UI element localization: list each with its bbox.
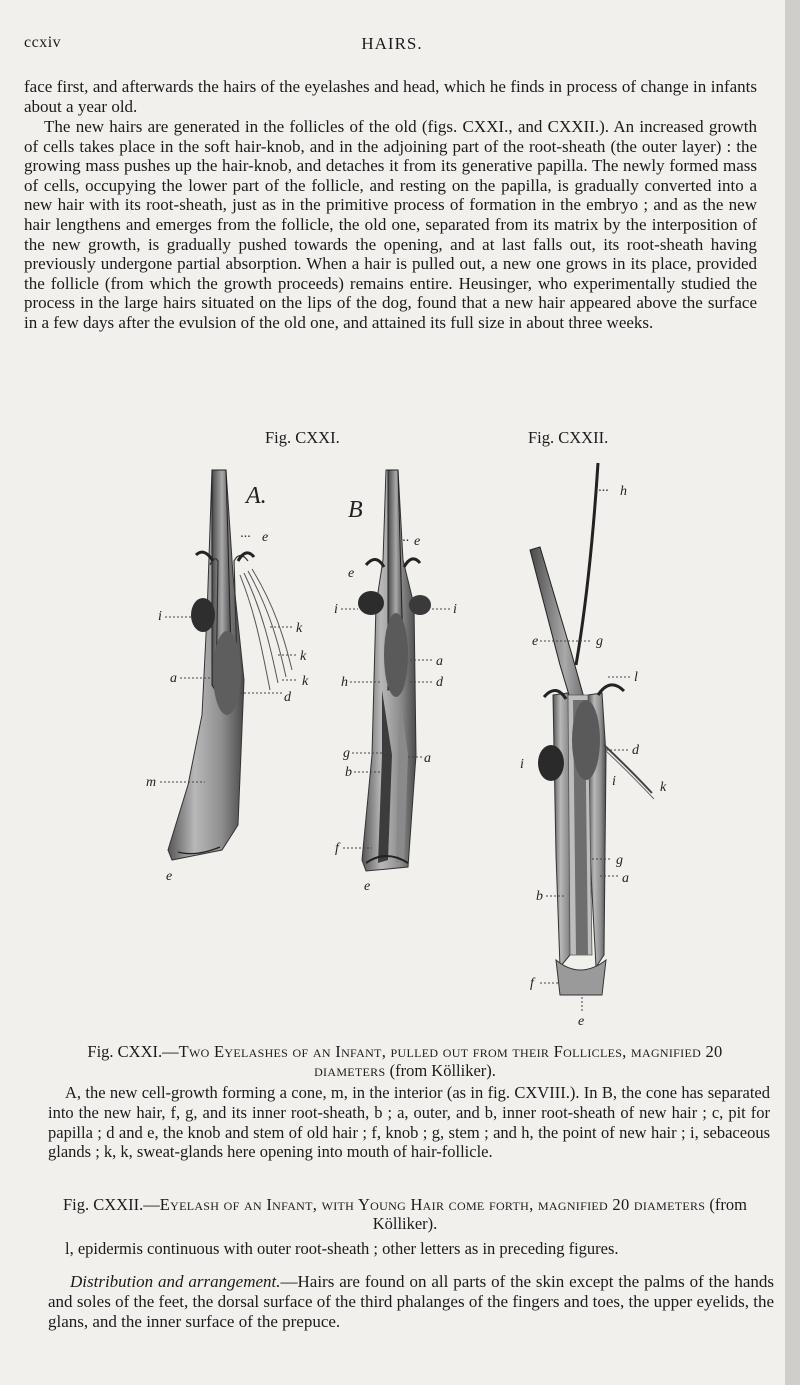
section-text: —Hairs are found on all parts of the skin except the palms of the hands and soles of the feet, the dorsal surface of the third phalanges of the fingers and toes, the upper eyelids, the glans, and the inner surface of the prepuce. <box>48 1272 774 1331</box>
label-c-i2: i <box>612 774 616 789</box>
svg-text:··: ·· <box>402 534 409 549</box>
svg-text:···: ··· <box>240 530 251 545</box>
label-c-b: b <box>536 889 543 904</box>
label-b-e-top: e <box>414 534 421 549</box>
section-paragraph <box>48 1272 774 1331</box>
fig-121-caption: Fig. CXXI.—Two Eyelashes of an Infant, pulled out from their Follicles, magnified 20 diameters (from Kölliker). <box>87 1042 723 1080</box>
label-c-g2: g <box>616 853 623 868</box>
label-c-f: f <box>530 976 534 991</box>
label-c-i1: i <box>520 757 524 772</box>
label-c-e-bottom: e <box>578 1014 585 1029</box>
label-a-k3: k <box>302 674 309 689</box>
paragraph-2: The new hairs are generated in the follicles of the old (figs. CXXI., and CXXII.). An increased growth of cells takes place in the soft hair-knob, and in the adjoining part of the root-sheath (the outer layer) : the growing mass pushes up the hair-knob, and detaches it from its generative papilla. The newly formed mass of cells, occupying the lower part of the follicle, and resting on the papilla, is gradually converted into a new hair with its root-sheath, just as in the primitive process of formation in the embryo ; and as the new hair lengthens and emerges from the follicle, the old one, separated from its matrix by the interposition of the new growth, is gradually pushed towards the opening, and at last falls out, its root-sheath having previously undergone partial absorption. When a hair is pulled out, a new one grows in its place, provided the follicle (from which the growth proceeds) remains entire. Heusinger, who experimentally studied the process in the large hairs situated on the lips of the dog, found that a new hair appeared above the surface in a few days after the evulsion of the old one, and attained its full size in about three weeks. <box>24 117 757 332</box>
label-b-f: f <box>335 841 339 856</box>
label-a-m: m <box>146 775 157 790</box>
figure-svg <box>0 455 785 1035</box>
fig-121-title: Fig. CXXI. <box>265 428 340 447</box>
label-b-i-right: i <box>453 602 457 617</box>
figure-illustration <box>0 455 785 1035</box>
label-a-k2: k <box>300 649 307 664</box>
label-b-b: b <box>345 765 352 780</box>
label-c-d: d <box>632 743 639 758</box>
folio: ccxiv <box>24 34 62 51</box>
label-b-h: h <box>341 675 348 690</box>
label-b-a1: a <box>436 654 443 669</box>
panel-b-drawing <box>358 470 431 871</box>
section-heading: Distribution and arrangement. <box>70 1272 281 1291</box>
label-c-g1: g <box>596 634 603 649</box>
fig-122-title: Fig. CXXII. <box>528 428 609 447</box>
label-a-e-bottom: e <box>166 869 173 884</box>
svg-text:···: ··· <box>598 484 609 499</box>
panel-a-drawing <box>168 470 292 860</box>
panel-a-letter: A. <box>246 483 267 509</box>
label-b-a2: a <box>424 751 431 766</box>
label-c-k: k <box>660 780 667 795</box>
label-c-l: l <box>634 670 638 685</box>
panel-c-drawing <box>530 463 654 995</box>
page-header <box>24 34 760 60</box>
label-b-e-bottom: e <box>364 879 371 894</box>
label-c-h: h <box>620 484 627 499</box>
label-b-g: g <box>343 746 350 761</box>
panel-b-letter: B <box>348 497 363 523</box>
label-a-k1: k <box>296 621 303 636</box>
label-a-i: i <box>158 609 162 624</box>
label-b-e-side: e <box>348 566 355 581</box>
label-b-i-left: i <box>334 602 338 617</box>
label-a-d: d <box>284 690 291 705</box>
running-title: HAIRS. <box>361 34 423 53</box>
page-edge <box>785 0 800 1385</box>
label-c-e: e <box>532 634 539 649</box>
paragraph-1: face first, and afterwards the hairs of the eyelashes and head, which he finds in process of change in infants about a year old. <box>24 77 757 116</box>
label-c-a: a <box>622 871 629 886</box>
label-b-d: d <box>436 675 443 690</box>
fig-121-legend: A, the new cell-growth forming a cone, m, in the interior (as in fig. CXVIII.). In B, the cone has separated into the new hair, f, g, and its inner root-sheath, b ; a, outer, and b, inner root-sheath of new hair ; c, pit for papilla ; d and e, the knob and stem of old hair ; f, knob ; g, stem ; and h, the point of new hair ; i, sebaceous glands ; k, k, sweat-glands here opening into mouth of hair-follicle. <box>48 1083 770 1162</box>
label-a-a: a <box>170 671 177 686</box>
label-a-e-top: e <box>262 530 269 545</box>
fig-122-caption: Fig. CXXII.—Eyelash of an Infant, with Young Hair come forth, magnified 20 diameters (from Kölliker). <box>63 1195 747 1233</box>
fig-122-legend: l, epidermis continuous with outer root-sheath ; other letters as in preceding figures. <box>65 1239 619 1258</box>
